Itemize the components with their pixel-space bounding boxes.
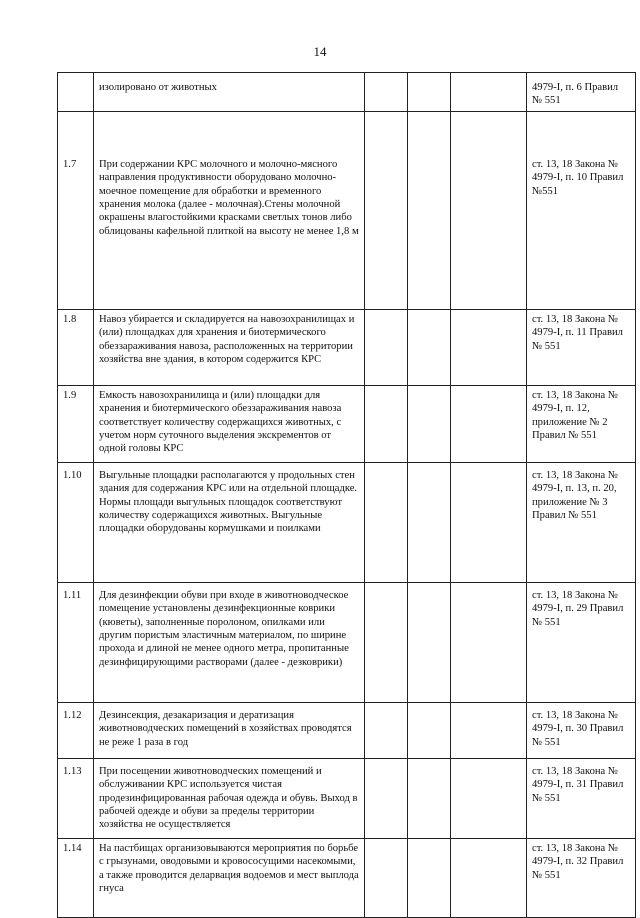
answer-cell [408, 582, 451, 702]
requirement-text: Выгульные площадки располагаются у продольных стен здания для содержания КРС или на отдельной площадке. Нормы площади выгульных площадок соответствуют количеству содержащихся животных. Выгульные площадки оборудованы кормушками и поилками [94, 462, 365, 582]
requirement-text: Емкость навозохранилища и (или) площадки для хранения и биотермического обеззараживания навоза соответствует количеству содержащихся животных, с учетом норм суточного выделения экскрементов от одной головы КРС [94, 385, 365, 462]
answer-cell [365, 309, 408, 385]
requirement-text: Для дезинфекции обуви при входе в животноводческое помещение установлены дезинфекционные коврики (кюветы), заполненные поролоном, опилками или другим пористым эластичным материалом, по ширине прохода и длиной не менее одного метра, пропитанные дезинфицирующими растворами (далее - дезковрики) [94, 582, 365, 702]
row-number [58, 73, 94, 112]
row-number: 1.13 [58, 758, 94, 838]
answer-cell [408, 758, 451, 838]
row-number: 1.10 [58, 462, 94, 582]
requirement-text: изолировано от животных [94, 73, 365, 112]
answer-cell [451, 838, 527, 917]
answer-cell [365, 758, 408, 838]
table-row [58, 758, 636, 838]
row-number: 1.8 [58, 309, 94, 385]
answer-cell [365, 582, 408, 702]
answer-cell [408, 309, 451, 385]
page-number: 14 [313, 44, 327, 59]
table-row [58, 582, 636, 702]
row-number: 1.14 [58, 838, 94, 917]
answer-cell [408, 702, 451, 758]
answer-cell [451, 758, 527, 838]
answer-cell [408, 73, 451, 112]
legal-reference: ст. 13, 18 Закона № 4979-I, п. 31 Правил № 551 [527, 758, 636, 838]
requirement-text: При посещении животноводческих помещений и обслуживании КРС используется чистая продезинфицированная рабочая одежда и обувь. Выход в рабочей одежде и обуви за пределы территории хозяйства не осуществляется [94, 758, 365, 838]
table-row [58, 111, 636, 309]
table-row [58, 73, 636, 112]
answer-cell [365, 462, 408, 582]
legal-reference: ст. 13, 18 Закона № 4979-I, п. 32 Правил № 551 [527, 838, 636, 917]
answer-cell [365, 73, 408, 112]
answer-cell [451, 385, 527, 462]
answer-cell [408, 111, 451, 309]
legal-reference: ст. 13, 18 Закона № 4979-I, п. 12, приложение № 2 Правил № 551 [527, 385, 636, 462]
legal-reference: ст. 13, 18 Закона № 4979-I, п. 13, п. 20, приложение № 3 Правил № 551 [527, 462, 636, 582]
row-number: 1.12 [58, 702, 94, 758]
answer-cell [451, 111, 527, 309]
requirement-text: Дезинсекция, дезакаризация и дератизация животноводческих помещений в хозяйствах проводятся не реже 1 раза в год [94, 702, 365, 758]
table-row [58, 309, 636, 385]
legal-reference: ст. 13, 18 Закона № 4979-I, п. 29 Правил № 551 [527, 582, 636, 702]
answer-cell [451, 309, 527, 385]
legal-reference: 4979-I, п. 6 Правил № 551 [527, 73, 636, 112]
row-number: 1.9 [58, 385, 94, 462]
requirement-text: При содержании КРС молочного и молочно-мясного направления продуктивности оборудовано молочно-моечное помещение для обработки и временного хранения молока (далее - молочная).Стены молочной окрашены влагостойкими красками светлых тонов либо облицованы кафельной плиткой на высоту не менее 1,8 м [94, 111, 365, 309]
table-row [58, 385, 636, 462]
answer-cell [451, 702, 527, 758]
answer-cell [451, 582, 527, 702]
requirement-text: На пастбищах организовываются мероприятия по борьбе с грызунами, оводовыми и кровососущими насекомыми, а также проводится деларвация водоемов и мест выплода гнуса [94, 838, 365, 917]
row-number: 1.11 [58, 582, 94, 702]
answer-cell [451, 73, 527, 112]
legal-reference: ст. 13, 18 Закона № 4979-I, п. 10 Правил №551 [527, 111, 636, 309]
table-row [58, 702, 636, 758]
table-row [58, 838, 636, 917]
answer-cell [365, 111, 408, 309]
answer-cell [365, 385, 408, 462]
requirements-table [57, 72, 636, 918]
answer-cell [451, 462, 527, 582]
legal-reference: ст. 13, 18 Закона № 4979-I, п. 30 Правил № 551 [527, 702, 636, 758]
answer-cell [365, 838, 408, 917]
answer-cell [408, 385, 451, 462]
requirement-text: Навоз убирается и складируется на навозохранилищах и (или) площадках для хранения и биотермического обеззараживания навоза, расположенных на территории хозяйства вне здания, в котором содержится КРС [94, 309, 365, 385]
answer-cell [408, 462, 451, 582]
answer-cell [365, 702, 408, 758]
answer-cell [408, 838, 451, 917]
table-row [58, 462, 636, 582]
legal-reference: ст. 13, 18 Закона № 4979-I, п. 11 Правил № 551 [527, 309, 636, 385]
row-number: 1.7 [58, 111, 94, 309]
